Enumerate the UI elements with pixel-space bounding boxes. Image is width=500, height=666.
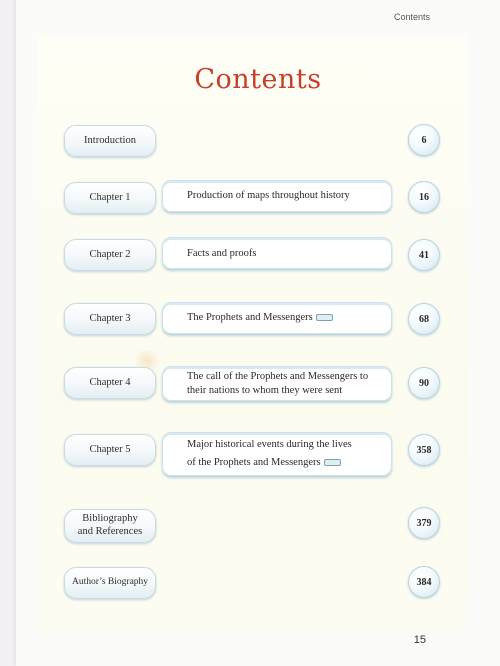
toc-page-chapter-3[interactable]: 68 bbox=[408, 303, 440, 335]
toc-label-line: Bibliography bbox=[82, 513, 138, 525]
toc-page-chapter-1[interactable]: 16 bbox=[408, 181, 440, 213]
toc-page-introduction[interactable]: 6 bbox=[408, 124, 440, 156]
toc-page-bibliography[interactable]: 379 bbox=[408, 507, 440, 539]
toc-page-chapter-4[interactable]: 90 bbox=[408, 367, 440, 399]
toc-description-line: of the Prophets and Messengers bbox=[187, 457, 321, 468]
toc-label-line: and References bbox=[77, 526, 143, 537]
toc-label-bibliography[interactable] bbox=[64, 509, 156, 543]
page-title: Contents bbox=[194, 64, 322, 95]
toc-description-chapter-3[interactable] bbox=[162, 302, 392, 334]
honorific-seal-icon bbox=[324, 459, 341, 466]
toc-description-text bbox=[187, 436, 352, 473]
toc-page-chapter-2[interactable]: 41 bbox=[408, 239, 440, 271]
toc-description-line: their nations to whom they were sent bbox=[187, 384, 343, 396]
toc-label-chapter-1[interactable]: Chapter 1 bbox=[64, 182, 156, 214]
page-number: 15 bbox=[413, 634, 426, 646]
honorific-seal-icon bbox=[316, 314, 333, 321]
toc-label-chapter-3[interactable]: Chapter 3 bbox=[64, 303, 156, 335]
toc-description-chapter-4[interactable] bbox=[162, 366, 392, 401]
toc-description-chapter-1[interactable] bbox=[162, 180, 392, 212]
toc-description-line: The call of the Prophets and Messengers to bbox=[187, 370, 369, 382]
toc-label-chapter-2[interactable]: Chapter 2 bbox=[64, 239, 156, 271]
toc-description-chapter-5[interactable] bbox=[162, 432, 392, 476]
toc-description-text: The Prophets and Messengers bbox=[187, 310, 333, 326]
toc-label-introduction[interactable]: Introduction bbox=[64, 125, 156, 157]
toc-page-authors-biography[interactable]: 384 bbox=[408, 566, 440, 598]
toc-description-text: Production of maps throughout history bbox=[187, 189, 350, 201]
running-header: Contents bbox=[393, 12, 430, 22]
toc-description-chapter-2[interactable] bbox=[162, 237, 392, 269]
toc-label-chapter-5[interactable]: Chapter 5 bbox=[64, 434, 156, 466]
book-page bbox=[16, 0, 500, 666]
toc-description-text bbox=[187, 370, 368, 397]
toc-label-authors-biography[interactable]: Author’s Biography bbox=[64, 567, 156, 599]
toc-label-chapter-4[interactable]: Chapter 4 bbox=[64, 367, 156, 399]
toc-description-line: Major historical events during the lives bbox=[187, 438, 352, 450]
toc-page-chapter-5[interactable]: 358 bbox=[408, 434, 440, 466]
toc-description-text: Facts and proofs bbox=[187, 248, 257, 259]
